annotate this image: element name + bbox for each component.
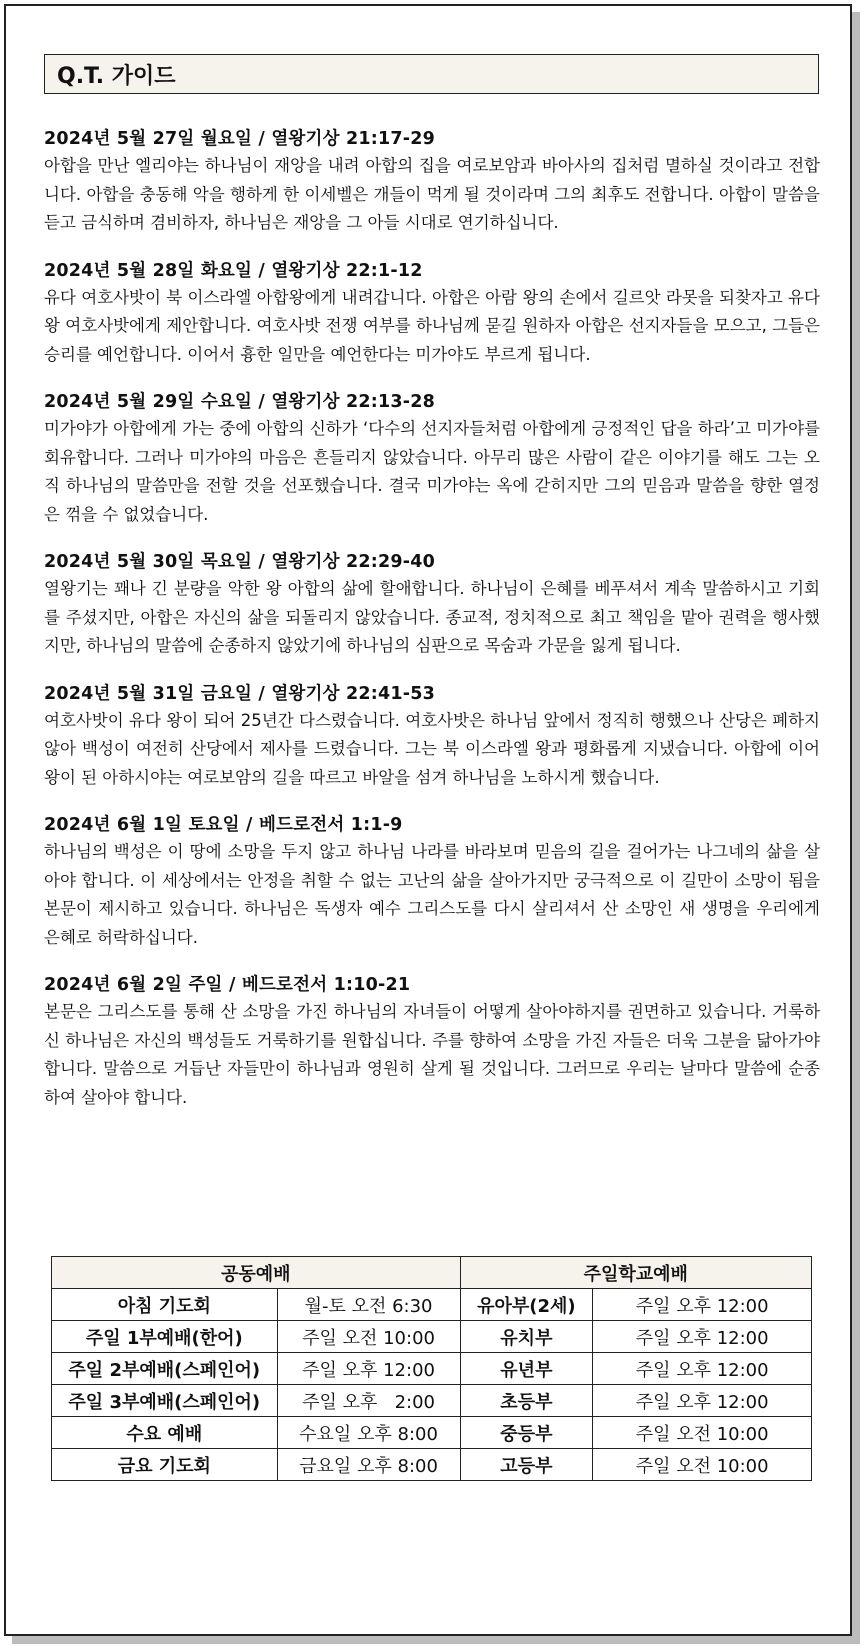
service-name: 아침 기도회: [52, 1289, 278, 1321]
department-time: 주일 오전 10:00: [593, 1417, 812, 1449]
department-time: 주일 오후 12:00: [593, 1385, 812, 1417]
department-name: 유치부: [460, 1321, 593, 1353]
entry-body: 열왕기는 꽤나 긴 분량을 악한 왕 아합의 삶에 할애합니다. 하나님이 은혜를 베푸셔서 계속 말씀하시고 기회를 주셨지만, 아합은 자신의 삶을 되돌리지 않았습니다. 종교적, 정치적으로 최고 책임을 맡아 권력을 행사했지만, 하나님의 말씀에 순종하지 않았기에 하나님의 심판으로 목숨과 가문을 잃게 됩니다.: [44, 579, 820, 655]
department-name: 고등부: [460, 1449, 593, 1481]
department-time: 주일 오후 12:00: [593, 1353, 812, 1385]
entry-heading: 2024년 6월 2일 주일 / 베드로전서 1:10-21: [44, 975, 411, 995]
service-time: 주일 오후 12:00: [277, 1353, 460, 1385]
service-time: 수요일 오후 8:00: [277, 1417, 460, 1449]
department-name: 유년부: [460, 1353, 593, 1385]
service-name: 주일 1부예배(한어): [52, 1321, 278, 1353]
entry-body: 아합을 만난 엘리야는 하나님이 재앙을 내려 아합의 집을 여로보암과 바아사의 집처럼 멸하실 것이라고 전합니다. 아합을 충동해 악을 행하게 한 이세벨은 개들이 먹게 될 것이라며 그의 최후도 전합니다. 아합이 말씀을 듣고 금식하며 겸비하자, 하나님은 재앙을 그 아들 시대로 연기하십니다.: [44, 156, 820, 232]
entry-heading: 2024년 5월 30일 목요일 / 열왕기상 22:29-40: [44, 552, 435, 572]
entry-body: 하나님의 백성은 이 땅에 소망을 두지 않고 하나님 나라를 바라보며 믿음의 길을 걸어가는 나그네의 삶을 살아야 합니다. 이 세상에서는 안정을 취할 수 없는 고난의 삶을 살아가지만 궁극적으로 이 길만이 소망이 됨을 본문이 제시하고 있습니다. 하나님은 독생자 예수 그리스도를 다시 살리셔서 산 소망인 새 생명을 우리에게 은혜로 허락하십니다.: [44, 842, 820, 947]
qt-entry: [44, 972, 820, 1112]
table-header-row: [52, 1257, 812, 1289]
entry-heading: 2024년 5월 29일 수요일 / 열왕기상 22:13-28: [44, 392, 435, 412]
service-name: 주일 2부예배(스페인어): [52, 1353, 278, 1385]
worship-schedule-table: [51, 1256, 812, 1481]
qt-entry: [44, 389, 820, 529]
qt-entry: [44, 812, 820, 952]
entry-heading: 2024년 5월 27일 월요일 / 열왕기상 21:17-29: [44, 129, 435, 149]
table-row: [52, 1321, 812, 1353]
department-name: 유아부(2세): [460, 1289, 593, 1321]
entry-heading: 2024년 5월 31일 금요일 / 열왕기상 22:41-53: [44, 683, 435, 704]
table-row: [52, 1449, 812, 1481]
entry-body: 본문은 그리스도를 통해 산 소망을 가진 하나님의 자녀들이 어떻게 살아야하지를 권면하고 있습니다. 거룩하신 하나님은 자신의 백성들도 거룩하기를 원합십니다. 주를 향하여 소망을 가진 자들은 더욱 그분을 닮아가야 합니다. 말씀으로 거듭난 자들만이 하나님과 영원히 살게 될 것입니다. 그러므로 우리는 날마다 말씀에 순종하여 살아야 합니다.: [44, 1002, 820, 1107]
table-row: [52, 1289, 812, 1321]
section-title: Q.T. 가이드: [44, 54, 819, 94]
service-name: 수요 예배: [52, 1417, 278, 1449]
qt-entry: [44, 126, 820, 238]
qt-entry: [44, 681, 820, 793]
department-time: 주일 오후 12:00: [593, 1321, 812, 1353]
entry-heading: 2024년 6월 1일 토요일 / 베드로전서 1:1-9: [44, 815, 403, 835]
service-time: 금요일 오후 8:00: [277, 1449, 460, 1481]
department-time: 주일 오후 12:00: [593, 1289, 812, 1321]
header-sunday-school: 주일학교예배: [460, 1257, 812, 1289]
service-time: 주일 오후 2:00: [277, 1385, 460, 1417]
department-name: 중등부: [460, 1417, 593, 1449]
entry-body: 유다 여호사밧이 북 이스라엘 아합왕에게 내려갑니다. 아합은 아람 왕의 손에서 길르앗 라못을 되찾자고 유다 왕 여호사밧에게 제안합니다. 여호사밧 전쟁 여부를 하나님께 묻길 원하자 아합은 선지자들을 모으고, 그들은 승리를 예언합니다. 이어서 흉한 일만을 예언한다는 미가야도 부르게 됩니다.: [44, 287, 820, 364]
table-row: [52, 1385, 812, 1417]
department-name: 초등부: [460, 1385, 593, 1417]
qt-entries: [44, 126, 820, 1132]
service-name: 주일 3부예배(스페인어): [52, 1385, 278, 1417]
table-row: [52, 1353, 812, 1385]
service-time: 월-토 오전 6:30: [277, 1289, 460, 1321]
service-time: 주일 오전 10:00: [277, 1321, 460, 1353]
service-name: 금요 기도회: [52, 1449, 278, 1481]
table-row: [52, 1417, 812, 1449]
entry-body: 미가야가 아합에게 가는 중에 아합의 신하가 ‘다수의 선지자들처럼 아합에게 긍정적인 답을 하라’고 미가야를 회유합니다. 그러나 미가야의 마음은 흔들리지 않았습니다. 아무리 많은 사람이 같은 이야기를 해도 그는 오직 하나님의 말씀만을 전할 것을 선포했습니다. 결국 미가야는 옥에 갇히지만 그의 믿음과 말씀을 향한 열정은 꺾을 수 없었습니다.: [44, 419, 820, 524]
entry-heading: 2024년 5월 28일 화요일 / 열왕기상 22:1-12: [44, 260, 423, 281]
header-joint-worship: 공동예배: [52, 1257, 461, 1289]
qt-entry: [44, 258, 820, 370]
department-time: 주일 오전 10:00: [593, 1449, 812, 1481]
qt-entry: [44, 549, 820, 661]
entry-body: 여호사밧이 유다 왕이 되어 25년간 다스렸습니다. 여호사밧은 하나님 앞에서 정직히 행했으나 산당은 폐하지 않아 백성이 여전히 산당에서 제사를 드렸습니다. 그는 북 이스라엘 왕과 평화롭게 지냈습니다. 아합에 이어 왕이 된 아하시야는 여로보암의 길을 따르고 바알을 섬겨 하나님을 노하시게 했습니다.: [44, 710, 820, 787]
